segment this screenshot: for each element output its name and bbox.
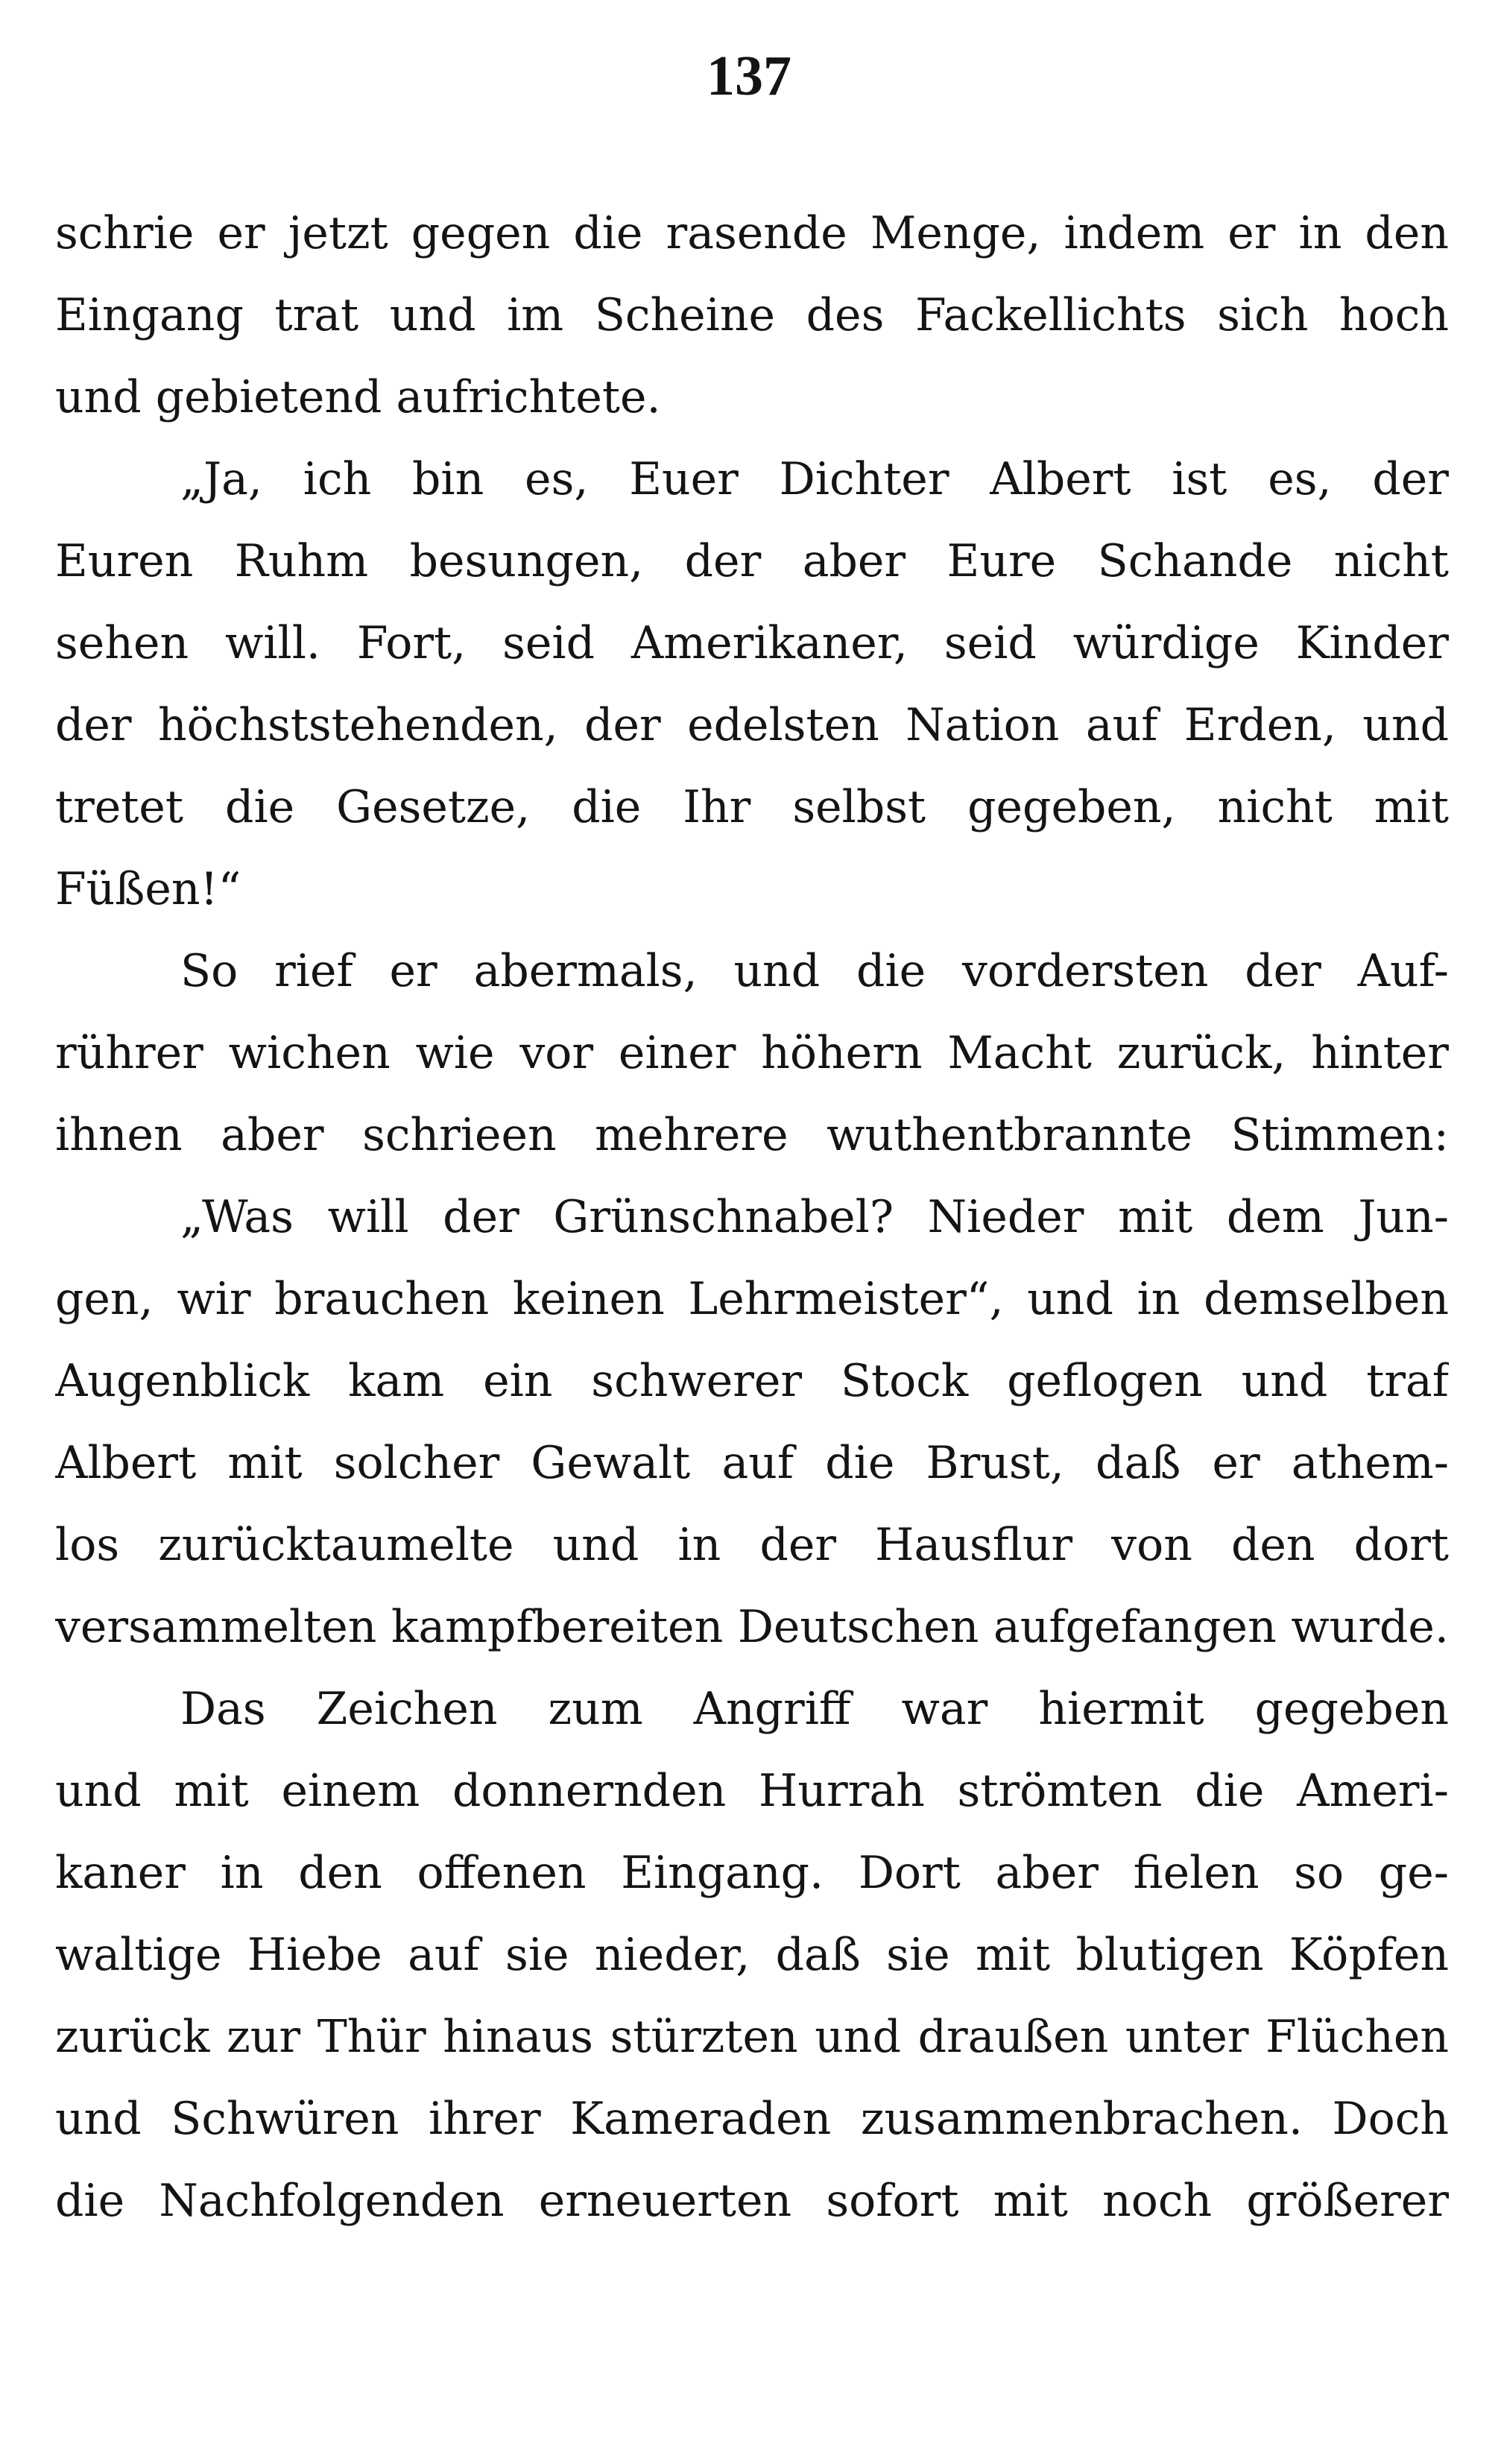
text-line: tretet die Gesetze, die Ihr selbst gegeben, nicht mit (55, 781, 1449, 833)
text-line: und gebietend aufrichtete. (55, 371, 661, 423)
text-line: „Was will der Grünschnabel? Nieder mit dem Jun- (180, 1191, 1449, 1243)
text-line: „Ja, ich bin es, Euer Dichter Albert ist es, der (180, 453, 1449, 505)
text-line: schrie er jetzt gegen die rasende Menge, indem er in den (55, 207, 1449, 259)
text-line: So rief er abermals, und die vordersten der Auf- (180, 945, 1449, 997)
text-line: und Schwüren ihrer Kameraden zusammenbrachen. Doch (55, 2093, 1449, 2145)
body-text (55, 192, 1449, 2242)
text-line: zurück zur Thür hinaus stürzten und draußen unter Flüchen (55, 2011, 1449, 2063)
text-line: waltige Hiebe auf sie nieder, daß sie mit blutigen Köpfen (55, 1929, 1449, 1981)
text-line: los zurücktaumelte und in der Hausflur von den dort (55, 1519, 1449, 1571)
text-line: die Nachfolgenden erneuerten sofort mit noch größerer (55, 2175, 1449, 2227)
text-line: Füßen!“ (55, 863, 241, 915)
text-line: gen, wir brauchen keinen Lehrmeister“, und in demselben (55, 1273, 1449, 1325)
text-line: ihnen aber schrieen mehrere wuthentbrannte Stimmen: (55, 1109, 1449, 1161)
text-line: Das Zeichen zum Angriff war hiermit gegeben (180, 1683, 1449, 1735)
text-line: der höchststehenden, der edelsten Nation auf Erden, und (55, 699, 1449, 751)
page-number: 137 (707, 45, 791, 107)
text-line: versammelten kampfbereiten Deutschen aufgefangen wurde. (55, 1601, 1449, 1653)
text-line: Augenblick kam ein schwerer Stock geflogen und traf (55, 1355, 1449, 1407)
text-line: Albert mit solcher Gewalt auf die Brust, daß er athem- (55, 1437, 1449, 1489)
text-line: und mit einem donnernden Hurrah strömten die Ameri- (55, 1765, 1449, 1817)
text-line: Euren Ruhm besungen, der aber Eure Schande nicht (55, 535, 1449, 587)
text-line: kaner in den offenen Eingang. Dort aber fielen so ge- (55, 1847, 1449, 1899)
text-line: rührer wichen wie vor einer höhern Macht zurück, hinter (55, 1027, 1449, 1079)
text-line: sehen will. Fort, seid Amerikaner, seid würdige Kinder (55, 617, 1449, 669)
text-line: Eingang trat und im Scheine des Fackellichts sich hoch (55, 289, 1449, 341)
